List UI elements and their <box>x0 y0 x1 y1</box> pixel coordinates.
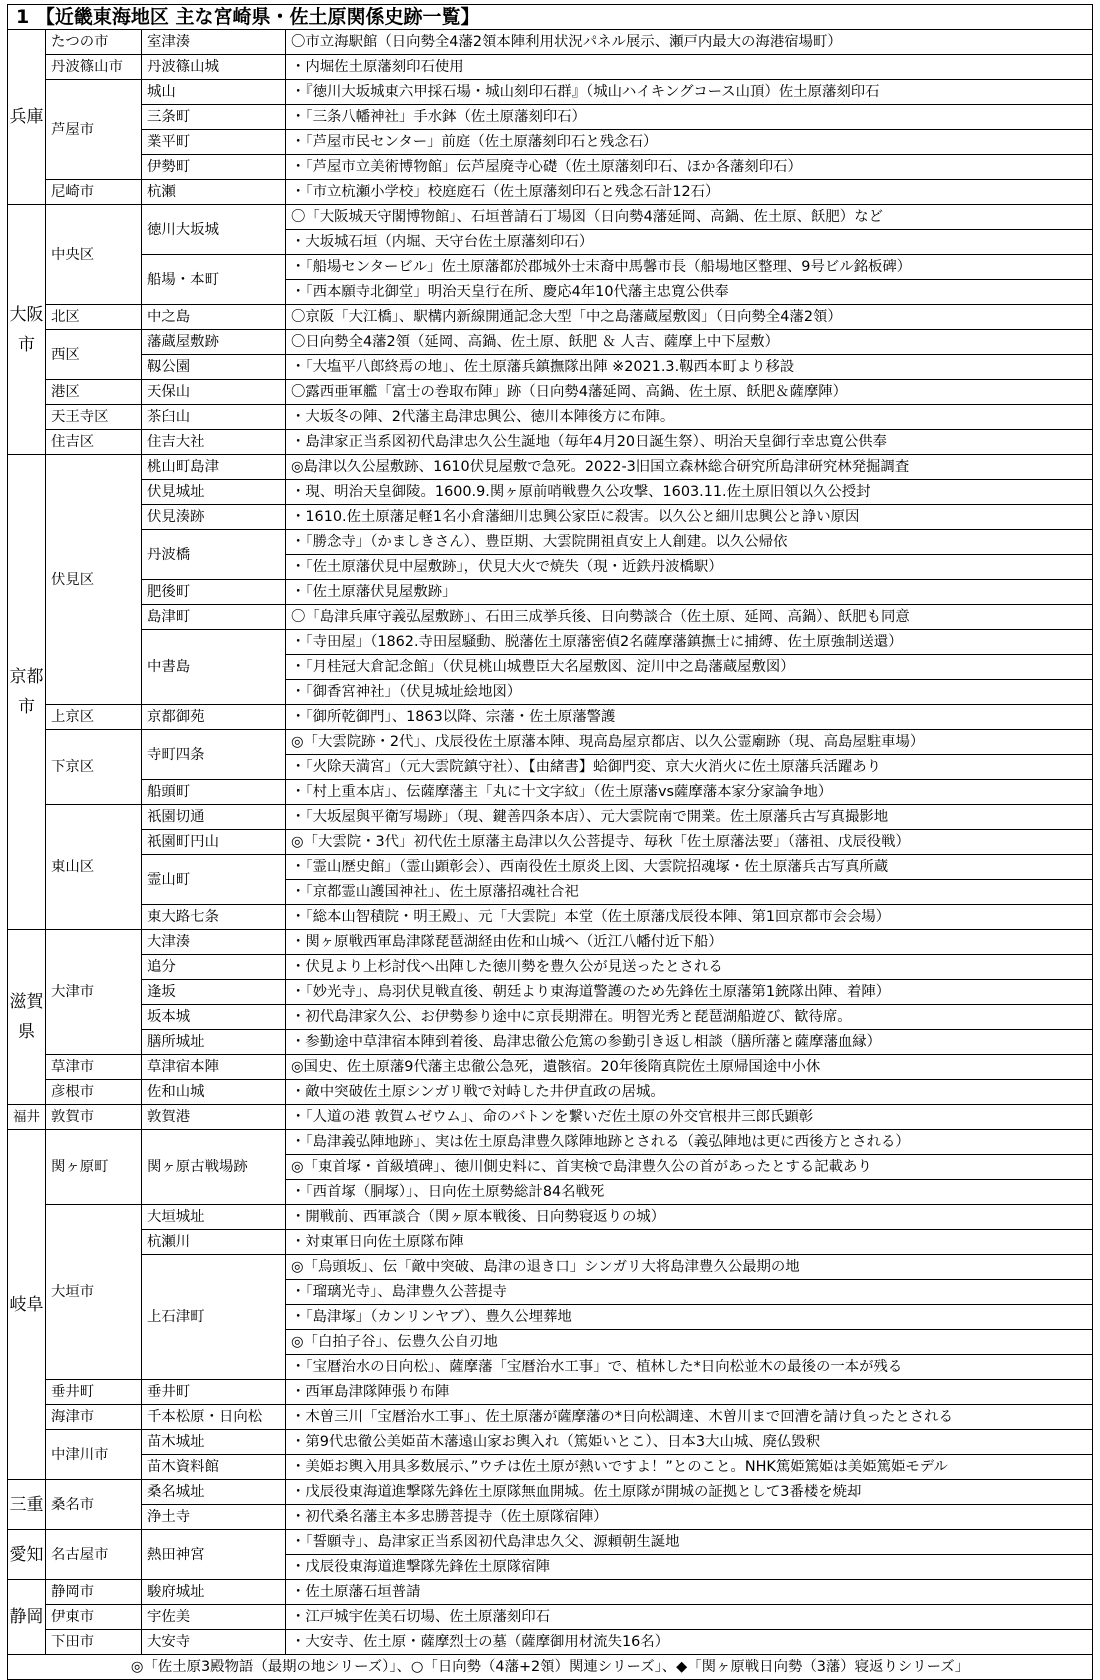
city-cell: 尼崎市 <box>46 180 142 205</box>
description-cell: ・西軍島津隊陣張り布陣 <box>286 1380 1093 1405</box>
site-cell: 伊勢町 <box>142 155 286 180</box>
site-cell: 熱田神宮 <box>142 1530 286 1580</box>
site-cell: 関ヶ原古戦場跡 <box>142 1130 286 1205</box>
description-cell: ・大安寺、佐土原・薩摩烈士の墓（薩摩御用材流失16名） <box>286 1630 1093 1655</box>
site-cell: 伏見湊跡 <box>142 505 286 530</box>
description-cell: ・「西本願寺北御堂」明治天皇行在所、慶応4年10代藩主忠寛公供奉 <box>286 280 1093 305</box>
table-row <box>8 130 1093 155</box>
table-row <box>8 1530 1093 1555</box>
site-cell: 浄土寺 <box>142 1505 286 1530</box>
description-cell: ・大坂城石垣（内堀、天守台佐土原藩刻印石） <box>286 230 1093 255</box>
table-row <box>8 505 1093 530</box>
description-cell: ・「妙光寺」、鳥羽伏見戦直後、朝廷より東海道警護のため先鋒佐土原藩第1銃隊出陣、着陣） <box>286 980 1093 1005</box>
city-cell: 天王寺区 <box>46 405 142 430</box>
city-cell: 彦根市 <box>46 1080 142 1105</box>
table-row <box>8 1055 1093 1080</box>
description-cell: ・「勝念寺」（かましきさん）、豊臣期、大雲院開祖貞安上人創建。以久公帰依 <box>286 530 1093 555</box>
city-cell: 伊東市 <box>46 1605 142 1630</box>
site-cell: 船頭町 <box>142 780 286 805</box>
description-cell: ◎国史、佐土原藩9代藩主忠徹公急死，遺骸宿。20年後隋真院佐土原帰国途中小休 <box>286 1055 1093 1080</box>
table-row <box>8 455 1093 480</box>
table-row <box>8 1005 1093 1030</box>
prefecture-cell: 愛知 <box>8 1530 46 1580</box>
city-cell: 海津市 <box>46 1405 142 1430</box>
city-cell: 港区 <box>46 380 142 405</box>
table-row <box>8 30 1093 55</box>
description-cell: ・「霊山歴史館」（霊山顕彰会）、西南役佐土原炎上図、大雲院招魂塚・佐土原藩兵古写真所蔵 <box>286 855 1093 880</box>
table-row <box>8 405 1093 430</box>
table-row <box>8 930 1093 955</box>
description-cell: ・「芦屋市民センター」前庭（佐土原藩刻印石と残念石） <box>286 130 1093 155</box>
description-cell: ・「火除天満宮」（元大雲院鎮守社）、【由緒書】蛤御門変、京大火消火に佐土原藩兵活躍あり <box>286 755 1093 780</box>
site-cell: 追分 <box>142 955 286 980</box>
description-cell: ・戊辰役東海道進撃隊先鋒佐土原隊宿陣 <box>286 1555 1093 1580</box>
table-row <box>8 855 1093 880</box>
site-cell: 寺町四条 <box>142 730 286 780</box>
description-cell: ・「船場センタービル」佐土原藩都於郡城外士末裔中馬馨市長（船場地区整理、9号ビル銘板碑） <box>286 255 1093 280</box>
prefecture-cell: 静岡 <box>8 1580 46 1655</box>
site-cell: 徳川大坂城 <box>142 205 286 255</box>
site-cell: 杭瀬 <box>142 180 286 205</box>
description-cell: 〇日向勢全4藩2領（延岡、高鍋、佐土原、飫肥 ＆ 人吉、薩摩上中下屋敷） <box>286 330 1093 355</box>
site-cell: 上石津町 <box>142 1255 286 1380</box>
table-row <box>8 605 1093 630</box>
site-cell: 桃山町島津 <box>142 455 286 480</box>
description-cell: ・「月桂冠大倉記念館」（伏見桃山城豊臣大名屋敷図、淀川中之島藩蔵屋敷図） <box>286 655 1093 680</box>
city-cell: 大垣市 <box>46 1205 142 1380</box>
city-cell: 名古屋市 <box>46 1530 142 1580</box>
description-cell: ・「御所乾御門」、1863以降、宗藩・佐土原藩警護 <box>286 705 1093 730</box>
site-cell: 膳所城址 <box>142 1030 286 1055</box>
site-cell: 苗木資料館 <box>142 1455 286 1480</box>
site-cell: 靱公園 <box>142 355 286 380</box>
prefecture-cell: 兵庫 <box>8 30 46 205</box>
description-cell: ・第9代忠徹公美姫苗木藩遠山家お輿入れ（篤姫いとこ）、日本3大山城、廃仏毀釈 <box>286 1430 1093 1455</box>
site-cell: 中之島 <box>142 305 286 330</box>
site-cell: 室津湊 <box>142 30 286 55</box>
description-cell: ・伏見より上杉討伐へ出陣した徳川勢を豊久公が見送ったとされる <box>286 955 1093 980</box>
city-cell: 北区 <box>46 305 142 330</box>
table-row <box>8 1230 1093 1255</box>
site-cell: 祇園切通 <box>142 805 286 830</box>
description-cell: ・『徳川大坂城東六甲採石場・城山刻印石群』（城山ハイキングコース山頂）佐土原藩刻印石 <box>286 80 1093 105</box>
table-row <box>8 530 1093 555</box>
city-cell: 上京区 <box>46 705 142 730</box>
table-row <box>8 630 1093 655</box>
prefecture-cell: 福井 <box>8 1105 46 1130</box>
city-cell: 桑名市 <box>46 1480 142 1530</box>
site-cell: 駿府城址 <box>142 1580 286 1605</box>
table-row <box>8 1405 1093 1430</box>
table-row <box>8 805 1093 830</box>
table-row <box>8 980 1093 1005</box>
site-cell: 大安寺 <box>142 1630 286 1655</box>
city-cell: 静岡市 <box>46 1580 142 1605</box>
table-row <box>8 1080 1093 1105</box>
description-cell: ・大坂冬の陣、2代藩主島津忠興公、徳川本陣後方に布陣。 <box>286 405 1093 430</box>
description-cell: ・現、明治天皇御陵。1600.9.関ヶ原前哨戦豊久公攻撃、1603.11.佐土原旧領以久公授封 <box>286 480 1093 505</box>
description-cell: ・「総本山智積院・明王殿」、元「大雲院」本堂（佐土原藩戊辰役本陣、第1回京都市会会場） <box>286 905 1093 930</box>
table-row <box>8 430 1093 455</box>
prefecture-cell: 岐阜 <box>8 1130 46 1480</box>
city-cell: 住吉区 <box>46 430 142 455</box>
site-cell: 草津宿本陣 <box>142 1055 286 1080</box>
site-cell: 佐和山城 <box>142 1080 286 1105</box>
description-cell: ・美姫お輿入用具多数展示、”ウチは佐土原が熱いですよ！”とのこと。NHK篤姫篤姫は美姫篤姫モデル <box>286 1455 1093 1480</box>
table-row <box>8 330 1093 355</box>
site-cell: 東大路七条 <box>142 905 286 930</box>
description-cell: ・戊辰役東海道進撃隊先鋒佐土原隊無血開城。佐土原隊が開城の証拠として3番楼を焼却 <box>286 1480 1093 1505</box>
site-cell: 京都御苑 <box>142 705 286 730</box>
site-cell: 千本松原・日向松 <box>142 1405 286 1430</box>
description-cell: 〇露西亜軍艦「富士の巻取布陣」跡（日向勢4藩延岡、高鍋、佐土原、飫肥＆薩摩陣） <box>286 380 1093 405</box>
description-cell: ◎「大雲院跡・2代」、戊辰役佐土原藩本陣、現高島屋京都店、以久公霊廟跡（現、高島屋駐車場） <box>286 730 1093 755</box>
description-cell: ・「西首塚（胴塚）」、日向佐土原勢総計84名戦死 <box>286 1180 1093 1205</box>
prefecture-cell: 三重 <box>8 1480 46 1530</box>
description-cell: ・「瑠璃光寺」、島津豊久公菩提寺 <box>286 1280 1093 1305</box>
site-cell: 藩蔵屋敷跡 <box>142 330 286 355</box>
table-row <box>8 205 1093 230</box>
description-cell: ◎「大雲院・3代」初代佐土原藩主島津以久公菩提寺、毎秋「佐土原藩法要」（藩祖、戊辰役戦） <box>286 830 1093 855</box>
city-cell: 東山区 <box>46 805 142 930</box>
site-cell: 天保山 <box>142 380 286 405</box>
description-cell: ・「島津塚」（カンリンヤブ）、豊久公埋葬地 <box>286 1305 1093 1330</box>
site-cell: 敦賀港 <box>142 1105 286 1130</box>
table-row <box>8 580 1093 605</box>
site-cell: 丹波篠山城 <box>142 55 286 80</box>
table-row <box>8 705 1093 730</box>
table-row <box>8 480 1093 505</box>
city-cell: 垂井町 <box>46 1380 142 1405</box>
site-cell: 住吉大社 <box>142 430 286 455</box>
table-row <box>8 1455 1093 1480</box>
description-cell: ・「佐土原藩伏見中屋敷跡」，伏見大火で焼失（現・近鉄丹波橋駅） <box>286 555 1093 580</box>
site-cell: 業平町 <box>142 130 286 155</box>
city-cell: 芦屋市 <box>46 80 142 180</box>
table-row <box>8 380 1093 405</box>
city-cell: 中央区 <box>46 205 142 305</box>
table-row <box>8 1605 1093 1630</box>
description-cell: ・開戦前、西軍談合（関ヶ原本戦後、日向勢寝返りの城） <box>286 1205 1093 1230</box>
table-row <box>8 1130 1093 1155</box>
description-cell: ・「大塩平八郎終焉の地」、佐土原藩兵鎮撫隊出陣 ※2021.3.靱西本町より移設 <box>286 355 1093 380</box>
city-cell: 丹波篠山市 <box>46 55 142 80</box>
site-cell: 霊山町 <box>142 855 286 905</box>
site-cell: 大垣城址 <box>142 1205 286 1230</box>
description-cell: ・関ヶ原戦西軍島津隊琵琶湖経由佐和山城へ（近江八幡付近下船） <box>286 930 1093 955</box>
legend-footer: ◎「佐土原3殿物語（最期の地シリーズ）」、○「日向勢（4藩+2領）関連シリーズ」、◆「関ヶ原戦日向勢（3藩）寝返りシリーズ」 <box>8 1655 1093 1680</box>
city-cell: たつの市 <box>46 30 142 55</box>
description-cell: ・木曽三川「宝暦治水工事」、佐土原藩が薩摩藩の*日向松調達、木曽川まで回漕を請け負ったとされる <box>286 1405 1093 1430</box>
description-cell: ・「佐土原藩伏見屋敷跡」 <box>286 580 1093 605</box>
description-cell: ・「大坂屋與平衛写場跡」（現、鍵善四条本店）、元大雲院南で開業。佐土原藩兵古写真撮影地 <box>286 805 1093 830</box>
city-cell: 草津市 <box>46 1055 142 1080</box>
table-row <box>8 55 1093 80</box>
description-cell: ・内堀佐土原藩刻印石使用 <box>286 55 1093 80</box>
description-cell: 〇「大阪城天守閣博物館」、石垣普請石丁場図（日向勢4藩延岡、高鍋、佐土原、飫肥）など <box>286 205 1093 230</box>
site-cell: 逢坂 <box>142 980 286 1005</box>
prefecture-cell: 大阪市 <box>8 205 46 455</box>
description-cell: ◎「白拍子谷」、伝豊久公自刃地 <box>286 1330 1093 1355</box>
table-row <box>8 1630 1093 1655</box>
site-cell: 中書島 <box>142 630 286 705</box>
table-row <box>8 905 1093 930</box>
description-cell: ◎「東首塚・首級墳碑」、徳川側史料に、首実検で島津豊久公の首があったとする記載あり <box>286 1155 1093 1180</box>
description-cell: ・参勤途中草津宿本陣到着後、島津忠徹公危篤の参勤引き返し相談（膳所藩と薩摩藩血縁） <box>286 1030 1093 1055</box>
city-cell: 大津市 <box>46 930 142 1055</box>
description-cell: ◎「烏頭坂」、伝「敵中突破、島津の退き口」シンガリ大将島津豊久公最期の地 <box>286 1255 1093 1280</box>
description-cell: ◎島津以久公屋敷跡、1610伏見屋敷で急死。2022-3旧国立森林総合研究所島津研究林発掘調査 <box>286 455 1093 480</box>
description-cell: ・対東軍日向佐土原隊布陣 <box>286 1230 1093 1255</box>
description-cell: ・島津家正当系図初代島津忠久公生誕地（毎年4月20日誕生祭）、明治天皇御行幸忠寛公供奉 <box>286 430 1093 455</box>
site-cell: 肥後町 <box>142 580 286 605</box>
city-cell: 西区 <box>46 330 142 380</box>
prefecture-cell: 滋賀県 <box>8 930 46 1105</box>
city-cell: 関ヶ原町 <box>46 1130 142 1205</box>
title-row <box>8 5 1093 30</box>
table-row <box>8 1430 1093 1455</box>
description-cell: ・佐土原藩石垣普請 <box>286 1580 1093 1605</box>
site-cell: 桑名城址 <box>142 1480 286 1505</box>
table-row <box>8 780 1093 805</box>
table-row <box>8 180 1093 205</box>
table-row <box>8 1580 1093 1605</box>
description-cell: ・「寺田屋」（1862.寺田屋騒動、脱藩佐土原藩密偵2名薩摩藩鎮撫士に捕縛、佐土原強制送還） <box>286 630 1093 655</box>
site-cell: 祇園町円山 <box>142 830 286 855</box>
description-cell: ・「芦屋市立美術博物館」伝芦屋廃寺心礎（佐土原藩刻印石、ほか各藩刻印石） <box>286 155 1093 180</box>
description-cell: 〇「島津兵庫守義弘屋敷跡」、石田三成挙兵後、日向勢談合（佐土原、延岡、高鍋）、飫肥も同意 <box>286 605 1093 630</box>
table-row <box>8 830 1093 855</box>
table-row <box>8 355 1093 380</box>
site-cell: 苗木城址 <box>142 1430 286 1455</box>
site-cell: 杭瀬川 <box>142 1230 286 1255</box>
table-row <box>8 1505 1093 1530</box>
description-cell: ・敵中突破佐土原シンガリ戦で対峙した井伊直政の居城。 <box>286 1080 1093 1105</box>
legend-row <box>8 1655 1093 1680</box>
site-cell: 垂井町 <box>142 1380 286 1405</box>
table-row <box>8 1380 1093 1405</box>
description-cell: ・「宝暦治水の日向松」、薩摩藩「宝暦治水工事」で、植林した*日向松並木の最後の一本が残る <box>286 1355 1093 1380</box>
site-cell: 丹波橋 <box>142 530 286 580</box>
table-row <box>8 1480 1093 1505</box>
history-sites-table <box>7 4 1093 1680</box>
history-sites-table-sheet <box>7 4 1093 1675</box>
description-cell: 〇市立海駅館（日向勢全4藩2領本陣利用状況パネル展示、瀬戸内最大の海港宿場町） <box>286 30 1093 55</box>
site-cell: 大津湊 <box>142 930 286 955</box>
table-row <box>8 1255 1093 1280</box>
description-cell: ・1610.佐土原藩足軽1名小倉藩細川忠興公家臣に殺害。以久公と細川忠興公と諍い原因 <box>286 505 1093 530</box>
city-cell: 敦賀市 <box>46 1105 142 1130</box>
site-cell: 宇佐美 <box>142 1605 286 1630</box>
description-cell: ・「御香宮神社」（伏見城址絵地図） <box>286 680 1093 705</box>
table-row <box>8 255 1093 280</box>
description-cell: ・初代島津家久公、お伊勢参り途中に京長期滞在。明智光秀と琵琶湖船遊び、歓待席。 <box>286 1005 1093 1030</box>
description-cell: ・「京都霊山護国神社」、佐土原藩招魂社合祀 <box>286 880 1093 905</box>
description-cell: ・江戸城宇佐美石切場、佐土原藩刻印石 <box>286 1605 1093 1630</box>
prefecture-cell: 京都市 <box>8 455 46 930</box>
description-cell: ・「誓願寺」、島津家正当系図初代島津忠久父、源頼朝生誕地 <box>286 1530 1093 1555</box>
description-cell: ・「三条八幡神社」手水鉢（佐土原藩刻印石） <box>286 105 1093 130</box>
table-row <box>8 1205 1093 1230</box>
city-cell: 中津川市 <box>46 1430 142 1480</box>
site-cell: 三条町 <box>142 105 286 130</box>
description-cell: ・「島津義弘陣地跡」、実は佐土原島津豊久隊陣地跡とされる（義弘陣地は更に西後方とされる） <box>286 1130 1093 1155</box>
table-row <box>8 1105 1093 1130</box>
description-cell: ・「人道の港 敦賀ムゼウム」、命のバトンを繋いだ佐土原の外交官根井三郎氏顕彰 <box>286 1105 1093 1130</box>
table-row <box>8 80 1093 105</box>
site-cell: 茶臼山 <box>142 405 286 430</box>
city-cell: 下田市 <box>46 1630 142 1655</box>
city-cell: 伏見区 <box>46 455 142 705</box>
table-row <box>8 1030 1093 1055</box>
site-cell: 城山 <box>142 80 286 105</box>
table-row <box>8 730 1093 755</box>
table-body <box>8 5 1093 1680</box>
table-row <box>8 955 1093 980</box>
site-cell: 坂本城 <box>142 1005 286 1030</box>
city-cell: 下京区 <box>46 730 142 805</box>
description-cell: 〇京阪「大江橋」、駅構内新線開通記念大型「中之島藩蔵屋敷図」（日向勢全4藩2領） <box>286 305 1093 330</box>
site-cell: 船場・本町 <box>142 255 286 305</box>
description-cell: ・「市立杭瀬小学校」校庭庭石（佐土原藩刻印石と残念石計12石） <box>286 180 1093 205</box>
description-cell: ・「村上重本店」、伝薩摩藩主「丸に十文字紋」（佐土原藩vs薩摩藩本家分家論争地） <box>286 780 1093 805</box>
site-cell: 伏見城址 <box>142 480 286 505</box>
description-cell: ・初代桑名藩主本多忠勝菩提寺（佐土原隊宿陣） <box>286 1505 1093 1530</box>
table-row <box>8 155 1093 180</box>
table-title: 1 【近畿東海地区 主な宮崎県・佐土原関係史跡一覧】 <box>8 5 1093 30</box>
site-cell: 島津町 <box>142 605 286 630</box>
table-row <box>8 105 1093 130</box>
table-row <box>8 305 1093 330</box>
